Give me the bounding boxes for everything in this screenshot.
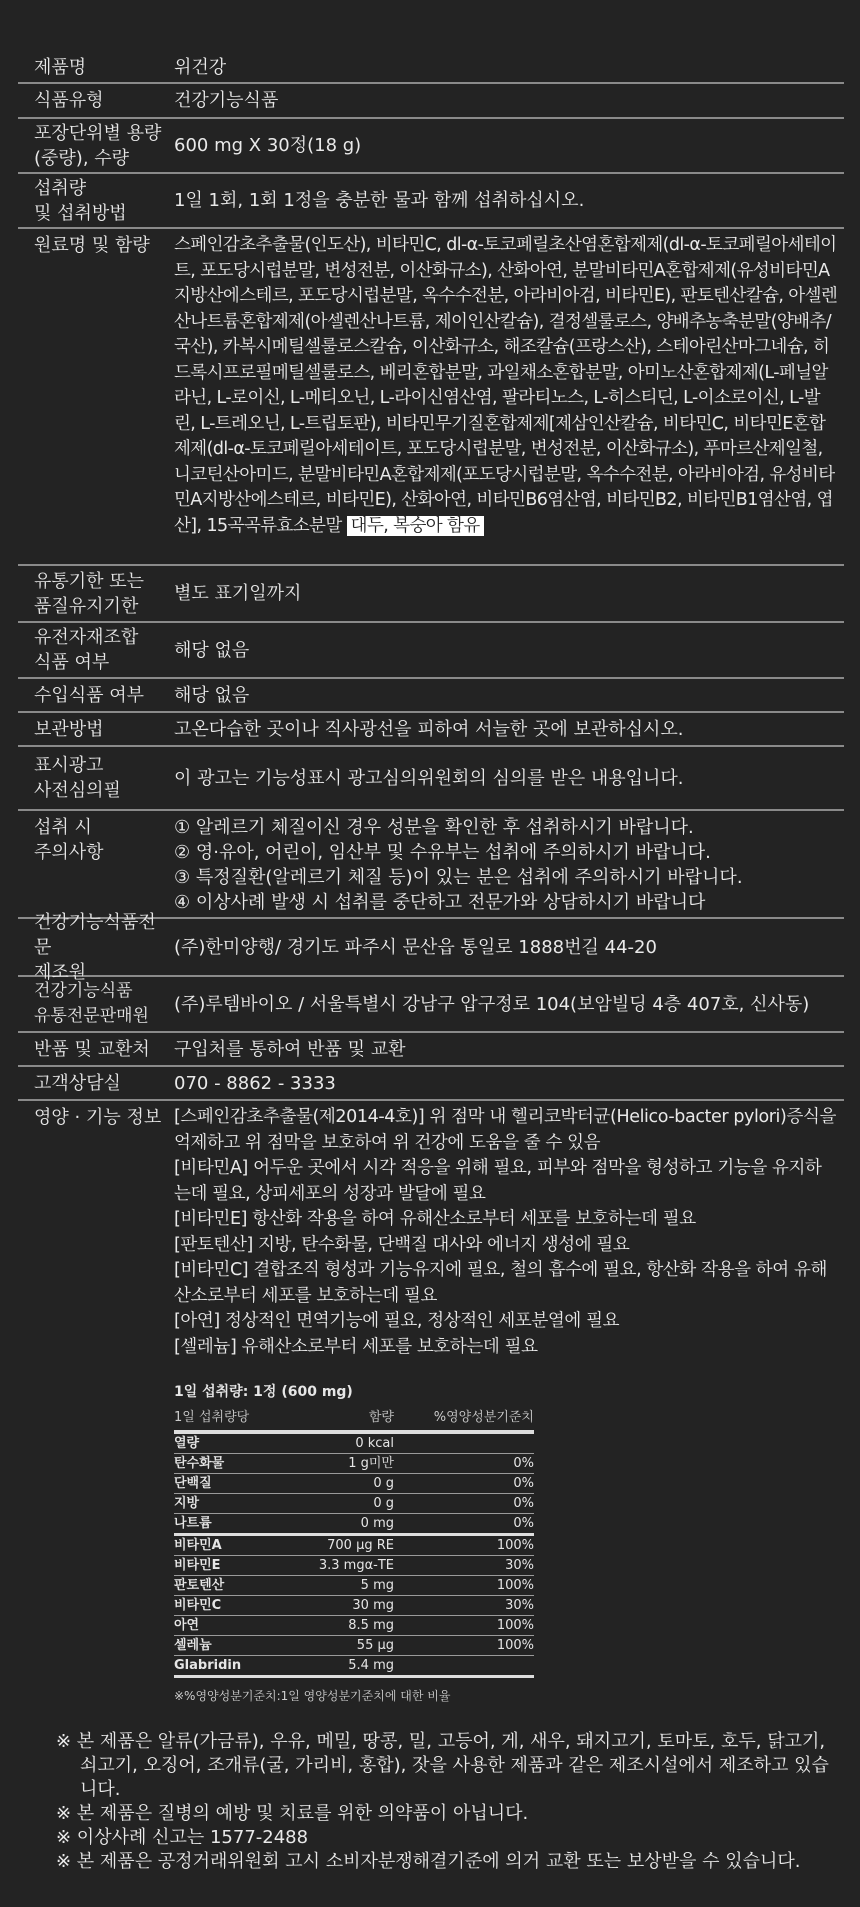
- nutrition-row: 지방 0 g 0%: [174, 1494, 534, 1514]
- nutrition-col-percent: %영양성분기준치: [433, 1410, 534, 1425]
- row-storage: [18, 713, 844, 747]
- product-info-table: [18, 52, 844, 1703]
- nutrition-col-amount: 함량: [368, 1410, 394, 1425]
- label-precautions: 섭취 시 주의사항: [34, 817, 104, 863]
- value-nutrition-function: [168, 1101, 844, 1703]
- nutrition-row: 판토텐산 5 mg 100%: [174, 1576, 534, 1596]
- value-precautions: ① 알레르기 체질이신 경우 성분을 확인한 후 섭취하시기 바랍니다. ② 영·유아, 어린이, 임산부 및 수유부는 섭취에 주의하시기 바랍니다. ③ 특정질환(알레르기 체질 등)이 있는 분은 섭취에 주의하시기 바랍니다. ④ 이상사례 발생 시 섭취를 중단하고 전문가와 상담하시기 바랍니다: [174, 817, 743, 913]
- row-ingredients: [18, 229, 844, 566]
- value-manufacturer: (주)한미양행/ 경기도 파주시 문산읍 통일로 1888번길 44-20: [174, 936, 657, 958]
- label-nutrition-function: 영양 · 기능 정보: [34, 1107, 162, 1128]
- label-gmo: 유전자재조합 식품 여부: [34, 627, 139, 673]
- value-ingredients: [168, 229, 844, 564]
- label-customer-center: 고객상담실: [34, 1072, 121, 1094]
- nutrition-row: 셀레늄 55 μg 100%: [174, 1636, 534, 1656]
- label-ad-review: 표시광고 사전심의필: [34, 755, 121, 801]
- row-gmo: [18, 623, 844, 679]
- notice-list: [56, 1730, 836, 1874]
- nutrition-facts-table: [174, 1380, 534, 1709]
- nutrition-row: 탄수화물 1 g미만 0%: [174, 1454, 534, 1474]
- nutrition-row: 비타민E 3.3 mgα-TE 30%: [174, 1556, 534, 1576]
- nutrition-row: 단백질 0 g 0%: [174, 1474, 534, 1494]
- row-product-name: [18, 52, 844, 84]
- value-storage: 고온다습한 곳이나 직사광선을 피하여 서늘한 곳에 보관하십시오.: [174, 718, 684, 740]
- value-distributor: (주)루템바이오 / 서울특별시 강남구 압구정로 104(보암빌딩 4층 407호, 신사동): [174, 993, 810, 1015]
- label-storage: 보관방법: [34, 718, 104, 740]
- nutrition-row: 나트륨 0 mg 0%: [174, 1514, 534, 1536]
- label-manufacturer: 건강기능식품전문 제조원: [34, 911, 156, 983]
- nutrition-footnote: ※%영양성분기준치:1일 영양성분기준치에 대한 비율: [174, 1689, 451, 1703]
- nutrition-header: [174, 1405, 534, 1434]
- row-returns: [18, 1033, 844, 1067]
- allergen-highlight: 대두, 복숭아 함유: [347, 516, 484, 536]
- nutrition-row: Glabridin 5.4 mg: [174, 1656, 534, 1678]
- row-food-type: [18, 84, 844, 119]
- value-returns: 구입처를 통하여 반품 및 교환: [174, 1038, 406, 1060]
- value-imported: 해당 없음: [174, 684, 250, 706]
- value-product-name: 위건강: [174, 56, 227, 78]
- notice-item: ※ 이상사례 신고는 1577-2488: [56, 1827, 309, 1848]
- row-customer-center: [18, 1067, 844, 1101]
- nutrition-row: 아연 8.5 mg 100%: [174, 1616, 534, 1636]
- label-imported: 수입식품 여부: [34, 684, 145, 706]
- row-precautions: [18, 811, 844, 919]
- notice-item: ※ 본 제품은 알류(가금류), 우유, 메밀, 땅콩, 밀, 고등어, 게, 새우, 돼지고기, 토마토, 호두, 닭고기, 쇠고기, 오징어, 조개류(굴, 가리비, 홍합), 잣을 사용한 제품과 같은 제조시설에서 제조하고 있습니다.: [56, 1731, 829, 1800]
- value-gmo: 해당 없음: [174, 639, 250, 661]
- nutrition-row: 열량 0 kcal: [174, 1434, 534, 1454]
- ingredients-text: 스페인감초추출물(인도산), 비타민C, dl-α-토코페릴초산염혼합제제(dl-α-토코페릴아세테이트, 포도당시럽분말, 변성전분, 이산화규소), 산화아연, 분말비타민A혼합제제(유성비타민A지방산에스테르, 포도당시럽분말, 옥수수전분, 아라비아검, 비타민E), 판토텐산칼슘, 아셀렌산나트륨혼합제제(아셀렌산나트륨, 제이인산칼슘), 결정셀룰로스, 양배추농축분말(양배추/국산), 카복시메틸셀룰로스칼슘, 이산화규소, 해조칼슘(프랑스산), 스테아린산마그네슘, 히드록시프로필메틸셀룰로스, 베리혼합분말, 과일채소혼합분말, 아미노산혼합제제(L-페닐알라닌, L-로이신, L-메티오닌, L-라이신염산염, 팔라티노스, L-히스티딘, L-이소로이신, L-발린, L-트레오닌, L-트립토판), 비타민무기질혼합제제[제삼인산칼슘, 비타민C, 비타민E혼합제제(dl-α-토코페릴아세테이트, 포도당시럽분말, 변성전분, 이산화규소), 푸마르산제일철, 니코틴산아미드, 분말비타민A혼합제제(포도당시럽분말, 옥수수전분, 아라비아검, 유성비타민A지방산에스테르, 비타민E), 산화아연, 비타민B6염산염, 비타민B2, 비타민B1염산염, 엽산], 15곡곡류효소분말: [174, 235, 838, 536]
- row-imported: [18, 679, 844, 713]
- nutrition-row: 비타민A 700 μg RE 100%: [174, 1536, 534, 1556]
- value-intake-method: 1일 1회, 1회 1정을 충분한 물과 함께 섭취하십시오.: [174, 190, 585, 211]
- label-intake-method: 섭취량 및 섭취방법: [34, 177, 127, 224]
- value-expiry: 별도 표기일까지: [174, 583, 302, 604]
- value-package-volume: 600 mg X 30정(18 g): [174, 135, 362, 156]
- function-info-text: [스페인감초추출물(제2014-4호)] 위 점막 내 헬리코박터균(Helico-bacter pylori)증식을 억제하고 위 점막을 보호하여 위 건강에 도움을 줄 수 있음 [비타민A] 어두운 곳에서 시각 적응을 위해 필요, 피부와 점막을 형성하고 기능을 유지하는데 필요, 상피세포의 성장과 발달에 필요 [비타민E] 항산화 작용을 하여 유해산소로부터 세포를 보호하는데 필요 [판토텐산] 지방, 탄수화물, 단백질 대사와 에너지 생성에 필요 [비타민C] 결합조직 형성과 기능유지에 필요, 철의 흡수에 필요, 항산화 작용을 하여 유해산소로부터 세포를 보호하는데 필요 [아연] 정상적인 면역기능에 필요, 정상적인 세포분열에 필요 [셀레늄] 유해산소로부터 세포를 보호하는데 필요: [174, 1107, 836, 1357]
- row-expiry: [18, 566, 844, 623]
- row-intake-method: [18, 174, 844, 229]
- label-ingredients: 원료명 및 함량: [34, 235, 150, 256]
- label-returns: 반품 및 교환처: [34, 1038, 150, 1060]
- nutrition-col-serving: 1일 섭취량당: [174, 1410, 250, 1425]
- value-customer-center: 070 - 8862 - 3333: [174, 1072, 336, 1094]
- label-food-type: 식품유형: [34, 90, 104, 111]
- nutrition-row: 비타민C 30 mg 30%: [174, 1596, 534, 1616]
- value-food-type: 건강기능식품: [174, 90, 279, 111]
- row-distributor: [18, 977, 844, 1033]
- label-distributor: 건강기능식품 유통전문판매원: [34, 981, 149, 1026]
- label-product-name: 제품명: [34, 56, 87, 78]
- row-manufacturer: [18, 911, 844, 983]
- value-ad-review: 이 광고는 기능성표시 광고심의위원회의 심의를 받은 내용입니다.: [174, 767, 684, 789]
- row-nutrition-function: [18, 1101, 844, 1703]
- row-package-volume: [18, 119, 844, 174]
- notice-item: ※ 본 제품은 공정거래위원회 고시 소비자분쟁해결기준에 의거 교환 또는 보상받을 수 있습니다.: [56, 1851, 801, 1872]
- row-ad-review: [18, 747, 844, 811]
- label-package-volume: 포장단위별 용량 (중량), 수량: [34, 122, 162, 169]
- label-expiry: 유통기한 또는 품질유지기한: [34, 570, 145, 617]
- nutrition-title: 1일 섭취량: 1정 (600 mg): [174, 1384, 353, 1400]
- notice-item: ※ 본 제품은 질병의 예방 및 치료를 위한 의약품이 아닙니다.: [56, 1803, 529, 1824]
